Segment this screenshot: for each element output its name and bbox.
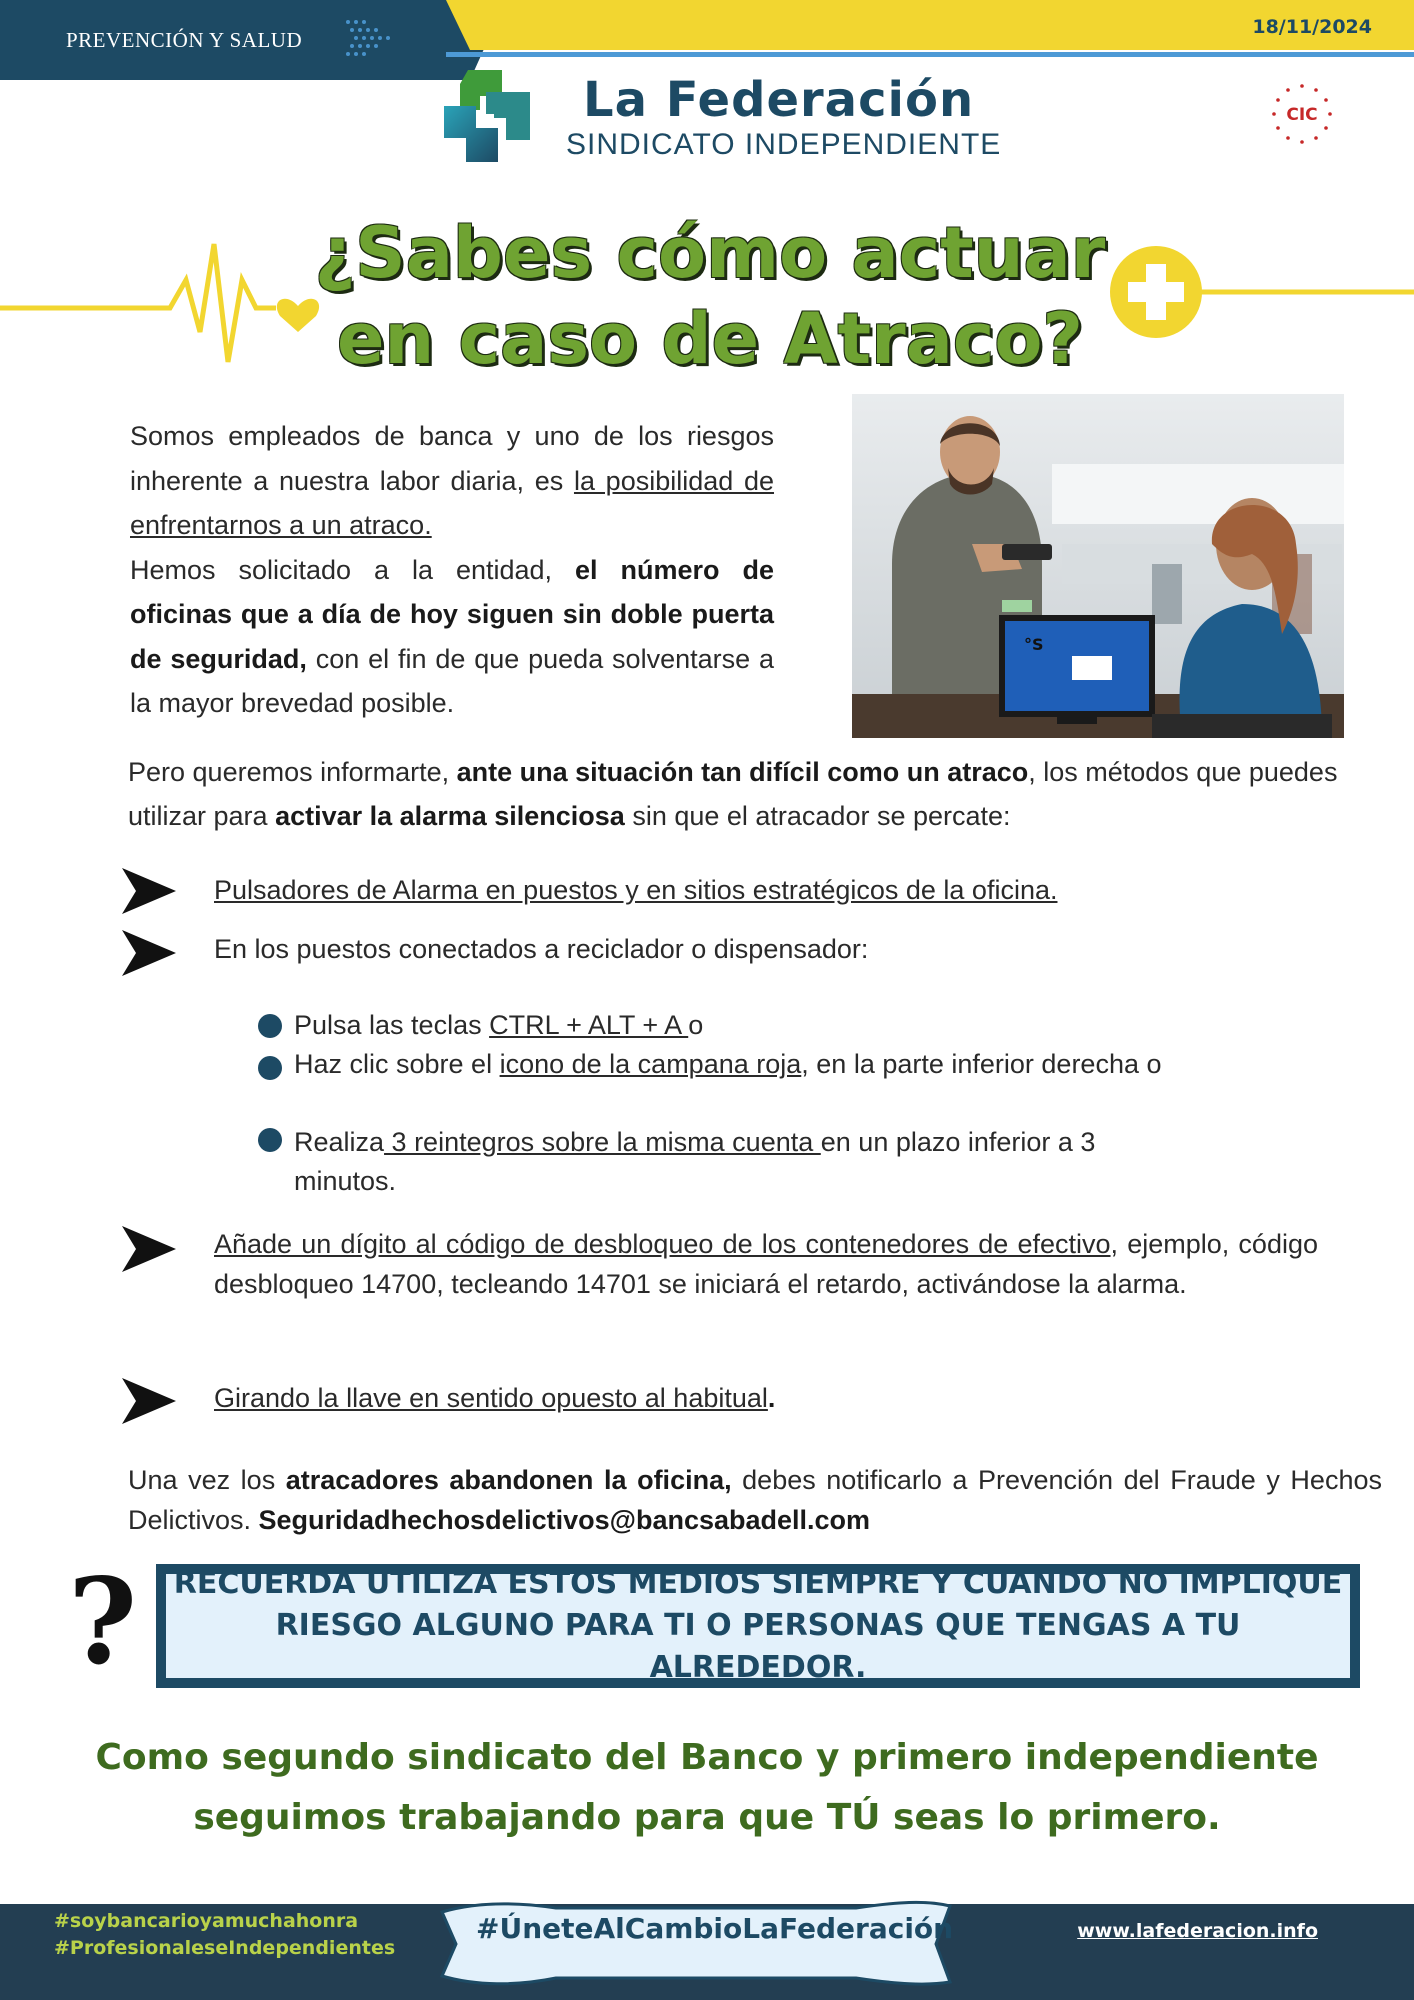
sub-method-1-end: o: [688, 1010, 704, 1040]
reminder-line-2: RIESGO ALGUNO PARA TI O PERSONAS QUE TENGAS A TU ALREDEDOR.: [275, 1608, 1241, 1685]
sub-method-3-withdrawals: 3 reintegros sobre la misma cuenta: [384, 1127, 821, 1157]
bullet-dot-icon: [258, 1056, 282, 1080]
sub-method-3-text: Realiza: [294, 1127, 385, 1157]
method-3-text: , ejemplo, código desbloqueo 14700, tecleando 14701 se iniciará el retardo, activándose la alarma.: [214, 1229, 1318, 1299]
cic-badge-icon: [1270, 82, 1334, 146]
cic-badge-text: CIC: [1286, 105, 1318, 125]
title-line-1: ¿Sabes cómo actuar: [314, 212, 1106, 294]
la-federacion-logo-icon: [440, 66, 536, 174]
method-2: [214, 929, 868, 969]
method-1-text: Pulsadores de Alarma en puestos y en sitios estratégicos de la oficina.: [214, 875, 1058, 905]
method-2-text: En los puestos conectados a reciclador o dispensador:: [214, 934, 869, 964]
ending-text-1: Una vez los: [128, 1465, 286, 1495]
main-text-1: Pero queremos informarte,: [128, 757, 457, 787]
closing-line-2: seguimos trabajando para que TÚ seas lo primero.: [193, 1797, 1221, 1838]
main-text-bold-1: ante una situación tan difícil como un atraco: [456, 757, 1029, 787]
brand-name: La Federación: [583, 72, 975, 128]
sub-method-2-bell: icono de la campana roja: [499, 1049, 802, 1079]
hashtag-2[interactable]: #ProfesionaleseIndependientes: [54, 1937, 396, 1959]
document-date: 18/11/2024: [1252, 16, 1372, 38]
bullet-dot-icon: [258, 1128, 282, 1152]
arrow-bullet-icon: [120, 1224, 178, 1274]
bullet-dot-icon: [258, 1014, 282, 1038]
method-1: [214, 870, 1057, 910]
sub-method-3-end: en un plazo inferior a 3 minutos.: [294, 1127, 1096, 1196]
footer-hashtags: [54, 1908, 395, 1962]
notification-paragraph: [128, 1460, 1382, 1540]
method-3: [214, 1224, 1318, 1304]
method-3-underlined: Añade un dígito al código de desbloqueo de los contenedores de efectivo: [214, 1229, 1111, 1259]
robbery-illustration: [852, 394, 1344, 738]
main-text-3: sin que el atracador se percate:: [624, 801, 1011, 831]
method-4-underlined: Girando la llave en sentido opuesto al habitual: [214, 1383, 768, 1413]
header-blue-line: [446, 52, 1414, 57]
section-label: PREVENCIÓN Y SALUD: [66, 28, 303, 52]
ribbon-hashtag[interactable]: #ÚneteAlCambioLaFederación: [476, 1912, 954, 1945]
contact-email[interactable]: Seguridadhechosdelictivos@bancsabadell.com: [258, 1505, 871, 1535]
sub-method-2-end: , en la parte inferior derecha o: [801, 1049, 1162, 1079]
chevrons-decoration-icon: [342, 12, 422, 70]
method-4-period: .: [767, 1383, 776, 1413]
monitor-text: °S: [1024, 635, 1044, 654]
page-title: [260, 210, 1160, 382]
reminder-line-1: RECUERDA UTILIZA ESTOS MEDIOS SIEMPRE Y CUANDO NO IMPLIQUE: [173, 1566, 1343, 1601]
question-mark-icon: ?: [68, 1552, 138, 1691]
sub-method-3: [294, 1123, 1174, 1201]
title-line-2: en caso de Atraco?: [336, 298, 1084, 380]
main-text-bold-2: activar la alarma silenciosa: [275, 801, 625, 831]
intro-text-2: Hemos solicitado a la entidad,: [130, 554, 576, 585]
reminder-inner: [166, 1566, 1350, 1685]
alarm-intro-paragraph: [128, 750, 1382, 838]
reminder-box: [156, 1564, 1360, 1688]
closing-statement: [80, 1728, 1334, 1848]
ending-text-2: debes notificarlo a Prevención del Fraude y Hechos Delictivos.: [128, 1465, 1382, 1535]
intro-text-3: con el fin de que pueda solventarse a la mayor brevedad posible.: [130, 643, 774, 718]
sub-method-1: [294, 1006, 1194, 1045]
closing-line-1: Como segundo sindicato del Banco y primero independiente: [95, 1737, 1319, 1778]
intro-text-bold: el número de oficinas que a día de hoy siguen sin doble puerta de seguridad,: [130, 554, 774, 674]
sub-method-2: [294, 1045, 1174, 1084]
main-text-2: , los métodos que puedes utilizar para: [128, 757, 1338, 831]
hashtag-1[interactable]: #soybancarioyamuchahonra: [54, 1910, 359, 1932]
intro-text-underlined: la posibilidad de enfrentarnos a un atraco.: [130, 465, 775, 540]
intro-paragraph: [130, 414, 774, 726]
arrow-bullet-icon: [120, 1376, 178, 1426]
arrow-bullet-icon: [120, 928, 178, 978]
brand-subtitle: SINDICATO INDEPENDIENTE: [566, 128, 1002, 161]
website-link[interactable]: www.lafederacion.info: [1077, 1920, 1318, 1942]
ending-text-bold: atracadores abandonen la oficina,: [285, 1465, 732, 1495]
method-4: [214, 1378, 775, 1418]
arrow-bullet-icon: [120, 866, 178, 916]
sub-method-1-keys: CTRL + ALT + A: [489, 1010, 689, 1040]
intro-text-1: Somos empleados de banca y uno de los riesgos inherente a nuestra labor diaria, es: [130, 421, 774, 496]
sub-method-1-text: Pulsa las teclas: [294, 1010, 490, 1040]
sub-method-2-text: Haz clic sobre el: [294, 1049, 500, 1079]
